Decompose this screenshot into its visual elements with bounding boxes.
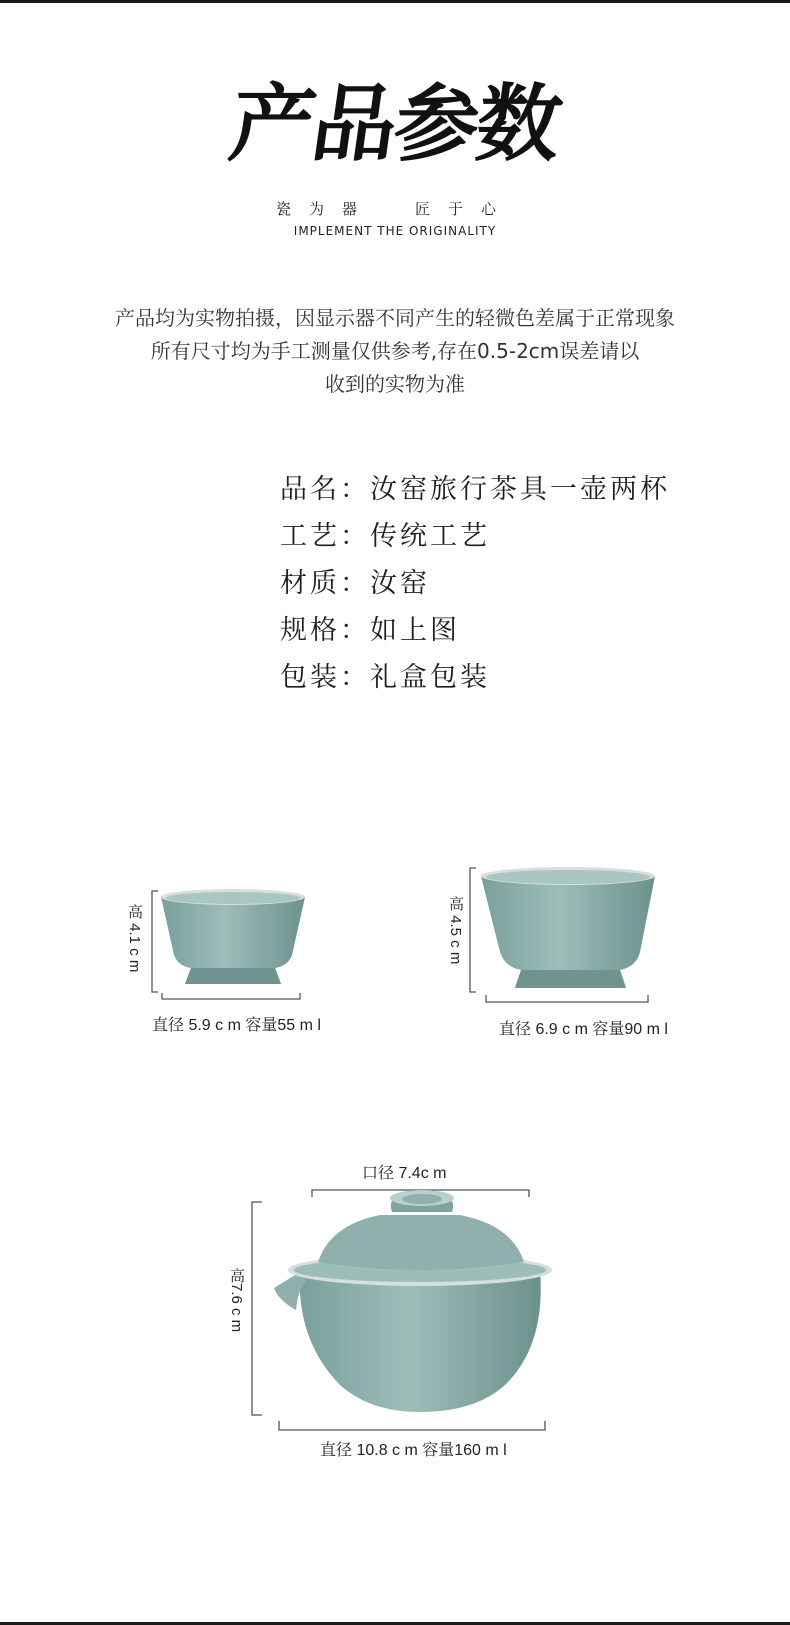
small-cup-caption: 直径 5.9 c m 容量55 m l	[152, 1017, 321, 1034]
small-cup-height-label: 高 4.1 c m	[126, 904, 143, 973]
motto-right: 匠于心	[415, 200, 515, 218]
page-title: 产品参数	[224, 74, 567, 173]
spec-key: 品名：	[280, 474, 370, 505]
large-cup-caption: 直径 6.9 c m 容量90 m l	[499, 1021, 668, 1038]
large-cup-height-label: 高 4.5 c m	[447, 896, 464, 965]
spec-value: 汝窑旅行茶具一壶两杯	[370, 474, 670, 505]
teapot-caption: 直径 10.8 c m 容量160 m l	[320, 1442, 507, 1459]
spec-value: 如上图	[370, 615, 460, 646]
spec-key: 工艺：	[280, 521, 370, 552]
spec-value: 传统工艺	[370, 521, 490, 552]
notice-line-3: 收到的实物为准	[325, 372, 465, 396]
spec-key: 材质：	[280, 568, 370, 599]
teapot-height-label: 高7.6 c m	[228, 1268, 245, 1333]
spec-value: 礼盒包装	[370, 662, 490, 693]
notice-line-2: 所有尺寸均为手工测量仅供参考,存在0.5-2cm误差请以	[150, 339, 640, 363]
spec-key: 包装：	[280, 662, 370, 693]
teapot-mouth-label: 口径 7.4c m	[362, 1165, 447, 1182]
notice-line-1: 产品均为实物拍摄，因显示器不同产生的轻微色差属于正常现象	[115, 306, 675, 330]
spec-value: 汝窑	[370, 568, 430, 599]
spec-key: 规格：	[280, 615, 370, 646]
motto-left: 瓷为器	[275, 200, 375, 218]
page-subtitle: IMPLEMENT THE ORIGINALITY	[293, 224, 497, 238]
